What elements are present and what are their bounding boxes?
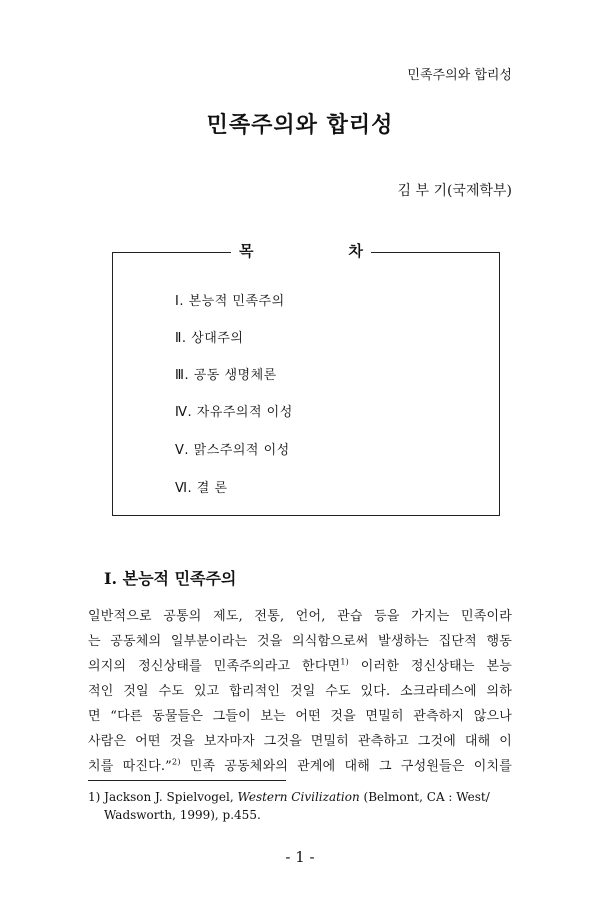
body-line: 면 “다른 동물들은 그들이 보는 어떤 것을 면밀히 관측하지 않으나: [88, 709, 512, 724]
body-line: 는 공동체의 일부분이라는 것을 의식함으로써 발생하는 집단적 행동: [88, 634, 512, 649]
toc-item: Ⅳ. 자유주의적 이성: [175, 405, 293, 420]
running-head: 민족주의와 합리성: [407, 68, 512, 83]
toc-item: Ⅵ. 결 론: [175, 481, 228, 496]
footnote-text: (Belmont, CA : West/: [359, 790, 490, 804]
body-line: 일반적으로 공통의 제도, 전통, 언어, 관습 등을 가지는 민족이라: [88, 609, 512, 624]
footnote-ref: 2): [172, 757, 181, 767]
toc-heading-left: 목: [239, 242, 254, 260]
author-line: 김 부 기(국제학부): [397, 183, 512, 199]
section-heading: Ⅰ. 본능적 민족주의: [104, 569, 237, 588]
body-line: [88, 655, 512, 674]
toc-item: Ⅲ. 공동 생명체론: [175, 368, 277, 383]
toc-item: Ⅴ. 맑스주의적 이성: [175, 443, 290, 458]
toc-item: Ⅰ. 본능적 민족주의: [175, 294, 285, 309]
body-line: [88, 755, 512, 774]
body-line: 사람은 어떤 것을 보자마자 그것을 면밀히 관측하고 그것에 대해 이: [88, 734, 512, 749]
page-title: 민족주의와 합리성: [206, 113, 394, 138]
toc-item: Ⅱ. 상대주의: [175, 331, 244, 346]
body-line: 적인 것일 수도 있고 합리적인 것일 수도 있다. 소크라테스에 의하: [88, 684, 512, 699]
body-text: 의지의 정신상태를 민족주의라고 한다면: [88, 659, 341, 674]
body-text: 치를 따진다.”: [88, 759, 173, 774]
body-text: 이러한 정신상태는 본능: [348, 659, 512, 674]
footnote-title: Western Civilization: [237, 790, 360, 804]
footnote-ref: 1): [340, 657, 349, 667]
toc-heading: [231, 240, 371, 261]
footnote-divider: [88, 780, 286, 781]
page-number: - 1 -: [285, 848, 315, 866]
table-of-contents-box: [112, 252, 500, 516]
toc-heading-right: 차: [348, 242, 363, 260]
body-text: 민족 공동체와의 관계에 대해 그 구성원들은 이치를: [180, 759, 512, 774]
footnote-number: 1): [88, 790, 101, 804]
footnote: [88, 790, 490, 804]
footnote-text: Jackson J. Spielvogel,: [104, 790, 238, 804]
footnote-continuation: Wadsworth, 1999), p.455.: [104, 808, 261, 822]
